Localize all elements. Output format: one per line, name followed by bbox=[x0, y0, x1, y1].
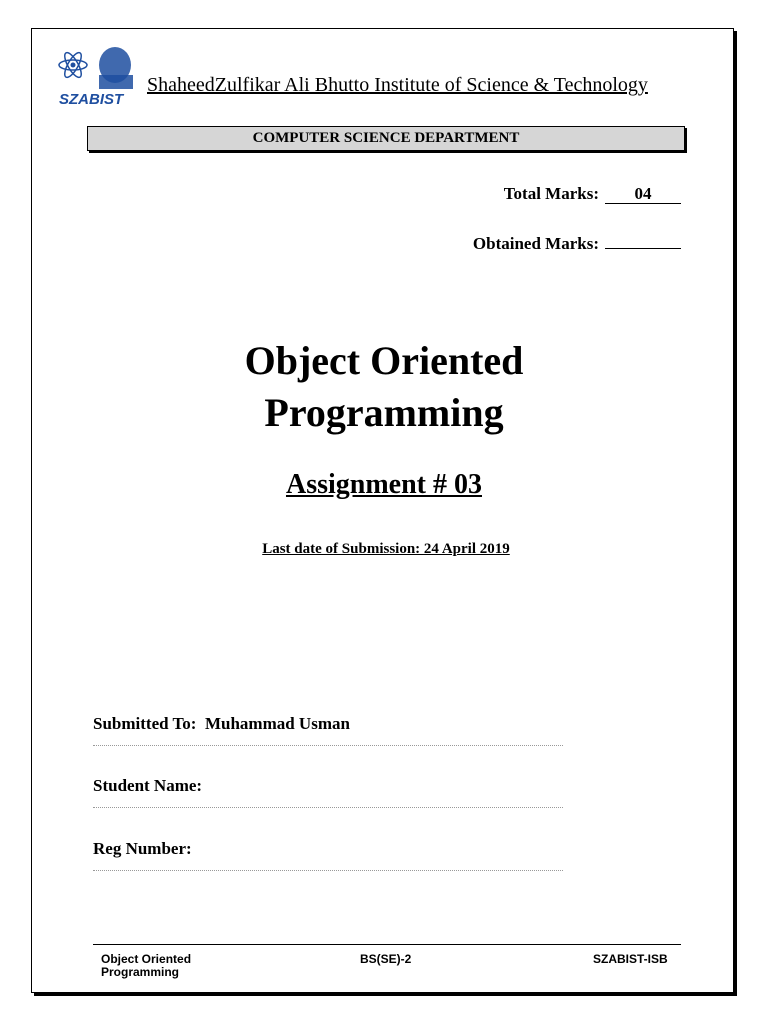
total-marks-row bbox=[504, 184, 681, 204]
total-marks-value: 04 bbox=[605, 184, 681, 204]
obtained-marks-row bbox=[473, 229, 681, 254]
last-submission-date: Last date of Submission: 24 April 2019 bbox=[262, 541, 510, 557]
student-name-label: Student Name: bbox=[93, 776, 203, 795]
szabist-logo bbox=[55, 45, 143, 107]
footer-campus: SZABIST-ISB bbox=[593, 952, 668, 966]
student-name-line bbox=[93, 807, 563, 808]
course-title-line1: Object Oriented bbox=[244, 338, 524, 383]
submitted-to-label: Submitted To: Muhammad Usman bbox=[93, 714, 350, 733]
reg-number-label: Reg Number: bbox=[93, 839, 192, 858]
footer-divider bbox=[93, 944, 681, 945]
obtained-marks-value bbox=[605, 229, 681, 249]
footer-program: BS(SE)-2 bbox=[360, 952, 412, 966]
submitted-to-field bbox=[93, 714, 563, 734]
logo-text: SZABIST bbox=[59, 91, 124, 107]
footer-course: Object Oriented Programming bbox=[101, 952, 192, 979]
department-banner: COMPUTER SCIENCE DEPARTMENT bbox=[87, 126, 685, 151]
total-marks-label: Total Marks: bbox=[503, 184, 599, 203]
obtained-marks-label: Obtained Marks: bbox=[472, 234, 599, 253]
assignment-number: Assignment # 03 bbox=[285, 469, 482, 500]
submitted-to-line bbox=[93, 745, 563, 746]
reg-number-line bbox=[93, 870, 563, 871]
szabist-logo-icon bbox=[55, 45, 143, 107]
institute-name: ShaheedZulfikar Ali Bhutto Institute of Science & Technology bbox=[147, 74, 648, 96]
student-name-field bbox=[93, 776, 563, 796]
reg-number-field bbox=[93, 839, 563, 859]
course-title-line2: Programming bbox=[264, 390, 504, 435]
